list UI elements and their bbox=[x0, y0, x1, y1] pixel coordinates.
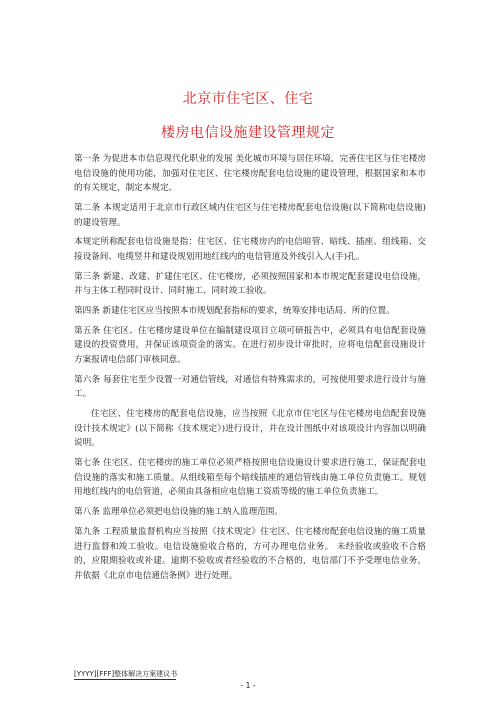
article-1-paragraph: 第一条 为促进本市信息现代化职业的发展 美化城市环境与居住环境，完善住宅区与住宅楼房电信设施的使用功能，加强对住宅区、住宅楼房配套电信设施的建设管理，根据国家和本市的有关规定，制定本规定。 bbox=[74, 154, 426, 194]
footer-divider bbox=[74, 679, 176, 680]
definition-paragraph: 本规定所称配套电信设施是指：住宅区、住宅楼房内的电信暗管、暗线、插座、组线箱、交接设备间、电缆竖井和建设规划用地红线内的电信管道及外线引入人(手)孔。 bbox=[74, 237, 426, 262]
article-8-paragraph: 第八条 监理单位必须把电信设施的施工纳入监理范围。 bbox=[74, 507, 283, 518]
article-7-paragraph: 第七条 住宅区、住宅楼房的施工单位必须严格按照电信设施设计要求进行施工，保证配套电信设施的落实和施工质量。从组线箱至每个暗线插座的通信管线由施工单位负责施工。规划用地红线内的电信管道，必须由具备相应电信施工资质等级的施工单位负责施工。 bbox=[74, 458, 426, 498]
article-9-paragraph: 第九条 工程质量监督机构应当按照《技术规定》住宅区、住宅楼房配套电信设施的施工质量进行监督和竣工验收。电信设施验收合格的，方可办理电信业务。 未经验收或验收不合格的，应限期验收或补建。逾期不验收或者经验收的不合格的，电信部门不予受理电信业务。并依据《北京市电信通信条例》进行处理。 bbox=[74, 526, 426, 581]
article-2-paragraph: 第二条 本规定适用于北京市行政区域内住宅区与住宅楼房配套电信设施(以下简称电信设施)的建设管理。 bbox=[74, 202, 426, 228]
footer-document-label: [YYYY][FFF]整体解决方案建议书 bbox=[74, 670, 178, 678]
document-body bbox=[74, 152, 426, 589]
document-title-line-2: 楼房电信设施建设管理规定 bbox=[161, 125, 335, 141]
document-title-line-1: 北京市住宅区、住宅 bbox=[182, 91, 314, 107]
article-4-paragraph: 第四条 新建住宅区应当按照本市规划配套指标的要求，统筹安排电话局、所的位置。 bbox=[74, 306, 395, 317]
article-6-paragraph: 第六条 每套住宅至少设置一对通信管线，对通信有特殊需求的，可按使用要求进行设计与施工。 bbox=[74, 374, 426, 400]
page-number: - 1 - bbox=[240, 681, 256, 690]
article-5-paragraph: 第五条 住宅区、住宅楼房建设单位在编制建设项目立项可研报告中，必须具有电信配套设施建设的投资费用，并保证该项资金的落实。在进行初步设计审批时，应将电信配套设施设计方案报请电信部门审核同意。 bbox=[74, 325, 426, 366]
article-3-paragraph: 第三条 新建、改建、扩建住宅区、住宅楼房，必须按照国家和本市规定配套建设电信设施，并与主体工程同时设计、同时施工、同时竣工验收。 bbox=[74, 271, 426, 297]
article-6-continuation-paragraph: 住宅区、住宅楼房的配套电信设施，应当按照《北京市住宅区与住宅楼房电信配套设施设计技术规定》(以下简称《技术规定》)进行设计，并在设计图纸中对该项设计内容加以明确说明。 bbox=[74, 409, 426, 449]
